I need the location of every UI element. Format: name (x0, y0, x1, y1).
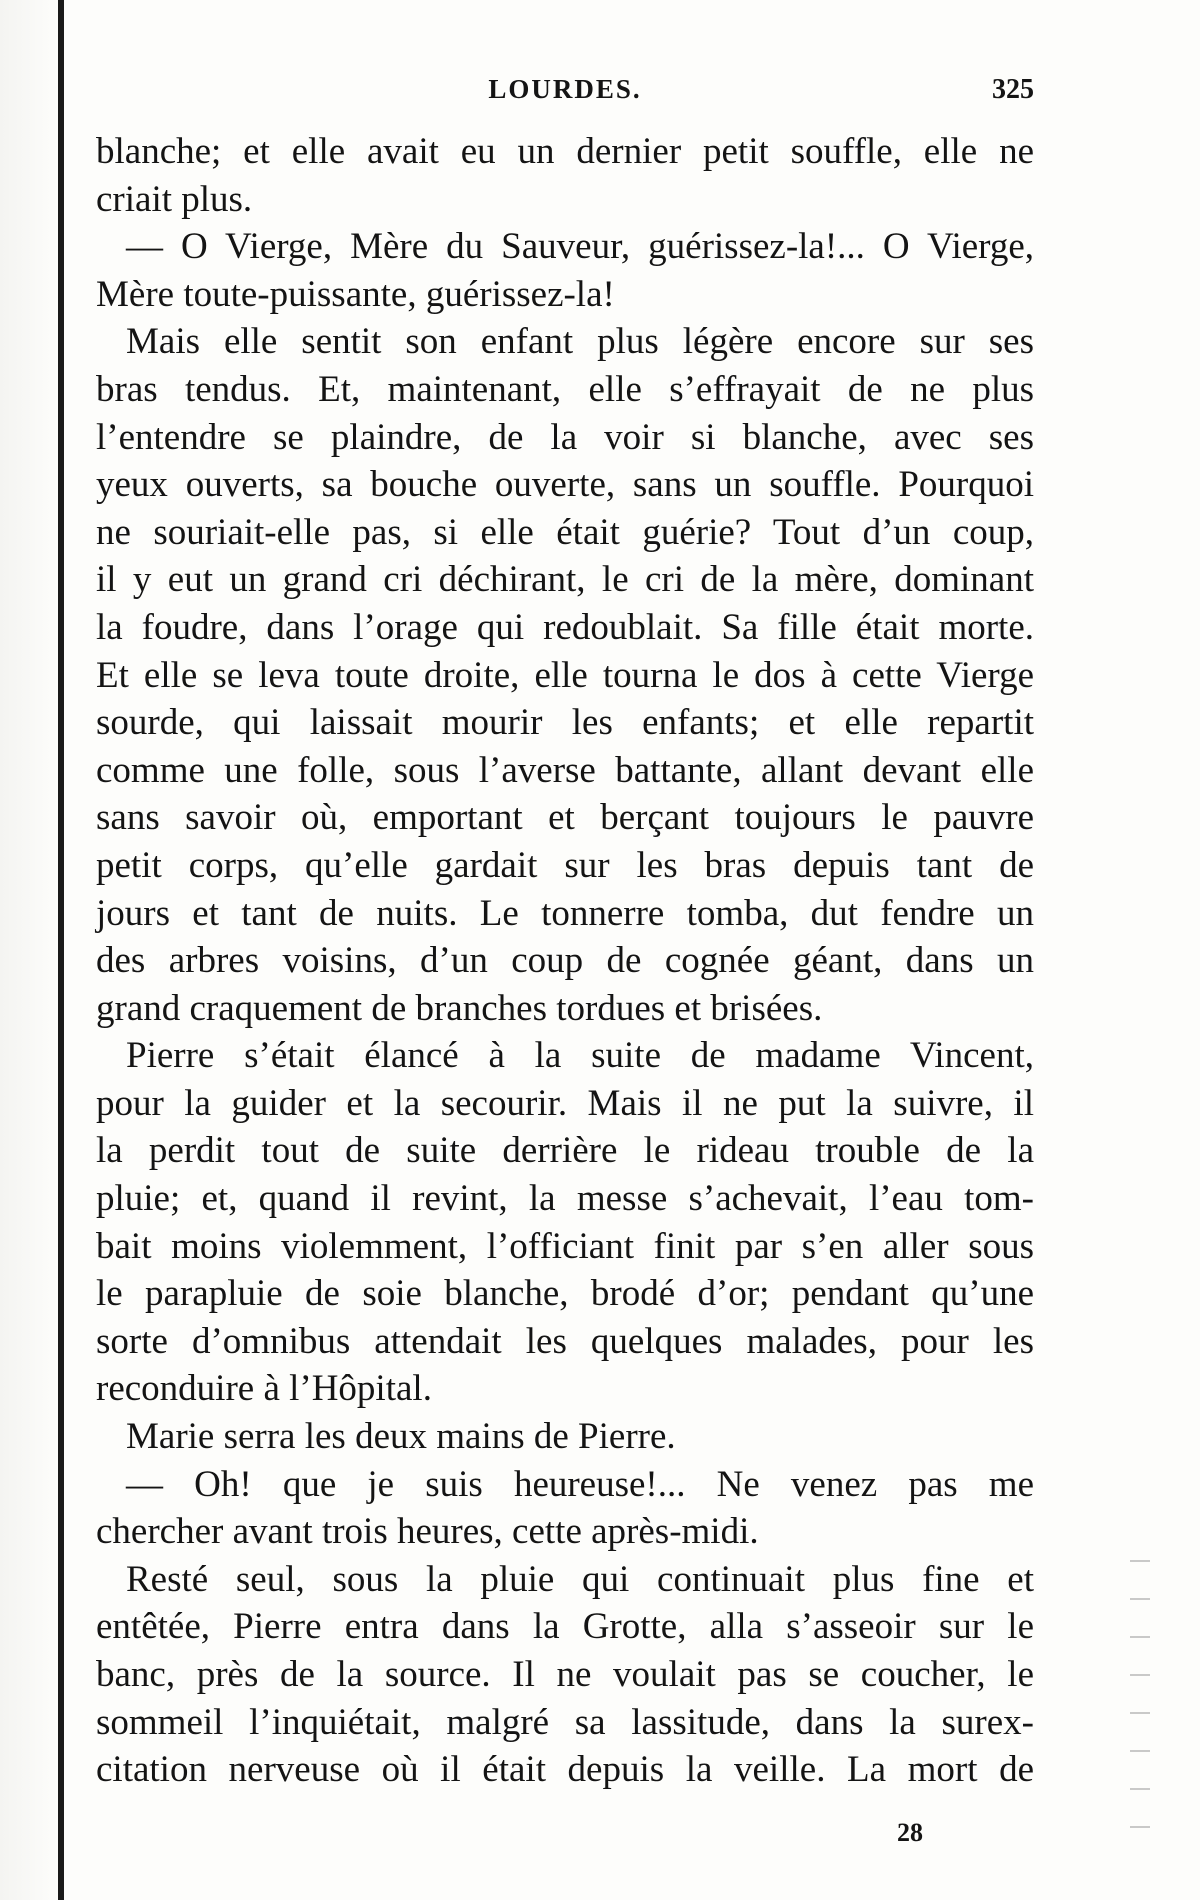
text-line: jours et tant de nuits. Le tonnerre tomba, dut fendre un (96, 892, 1034, 934)
text-line: Mais elle sentit son enfant plus légère encore sur ses (126, 321, 1034, 363)
text-line: la foudre, dans l’orage qui redoublait. Sa fille était morte. (96, 606, 1034, 648)
text-line: citation nerveuse où il était depuis la veille. La mort de (96, 1749, 1034, 1791)
running-title: LOURDES. (488, 74, 642, 104)
text-line: le parapluie de soie blanche, brodé d’or; pendant qu’une (96, 1273, 1034, 1315)
body-text (96, 128, 1034, 1794)
text-line: sorte d’omnibus attendait les quelques malades, pour les (96, 1320, 1034, 1362)
page-number: 325 (992, 74, 1034, 105)
text-line: blanche; et elle avait eu un dernier petit souffle, elle ne (96, 131, 1034, 172)
text-line: criait plus. (96, 178, 253, 220)
text-line: l’entendre se plaindre, de la voir si blanche, avec ses (96, 416, 1034, 458)
text-line: sans savoir où, emportant et berçant toujours le pauvre (96, 797, 1034, 839)
text-line: des arbres voisins, d’un coup de cognée géant, dans un (96, 940, 1034, 982)
text-line: bras tendus. Et, maintenant, elle s’effrayait de ne plus (96, 368, 1034, 410)
text-line: bait moins violemment, l’officiant finit par s’en aller sous (96, 1225, 1034, 1267)
text-line: la perdit tout de suite derrière le rideau trouble de la (96, 1130, 1034, 1172)
text-line: reconduire à l’Hôpital. (96, 1368, 432, 1410)
text-line: Et elle se leva toute droite, elle tourna le dos à cette Vierge (96, 654, 1034, 696)
text-line: grand craquement de branches tordues et brisées. (96, 987, 823, 1029)
text-line: entêtée, Pierre entra dans la Grotte, alla s’asseoir sur le (96, 1606, 1034, 1648)
text-line: — Oh! que je suis heureuse!... Ne venez pas me (126, 1463, 1034, 1505)
text-line: Pierre s’était élancé à la suite de madame Vincent, (126, 1035, 1034, 1077)
text-line: banc, près de la source. Il ne voulait pas se coucher, le (96, 1654, 1034, 1695)
text-line: Resté seul, sous la pluie qui continuait plus fine et (126, 1558, 1034, 1600)
signature-mark: 28 (897, 1818, 923, 1847)
text-line: yeux ouverts, sa bouche ouverte, sans un souffle. Pourquoi (96, 464, 1034, 506)
binding-shadow (0, 0, 58, 1900)
page-header (96, 74, 1034, 114)
text-line: ne souriait-elle pas, si elle était guérie? Tout d’un coup, (96, 511, 1034, 553)
page-edge-marks (1130, 1560, 1150, 1860)
text-line: Marie serra les deux mains de Pierre. (126, 1416, 676, 1458)
text-line: pluie; et, quand il revint, la messe s’achevait, l’eau tom- (96, 1178, 1034, 1220)
text-line: sourde, qui laissait mourir les enfants; et elle repartit (96, 702, 1034, 744)
text-line: chercher avant trois heures, cette après-midi. (96, 1511, 759, 1553)
text-line: pour la guider et la secourir. Mais il ne put la suivre, il (96, 1082, 1034, 1124)
text-line: Mère toute-puissante, guérissez-la! (96, 273, 615, 315)
text-line: il y eut un grand cri déchirant, le cri de la mère, dominant (96, 559, 1034, 601)
text-line: comme une folle, sous l’averse battante, allant devant elle (96, 749, 1034, 791)
text-line: sommeil l’inquiétait, malgré sa lassitude, dans la surex- (96, 1701, 1034, 1743)
text-line: petit corps, qu’elle gardait sur les bras depuis tant de (96, 844, 1034, 886)
text-line: — O Vierge, Mère du Sauveur, guérissez-la!... O Vierge, (126, 226, 1034, 268)
page-binding-edge (58, 0, 64, 1900)
